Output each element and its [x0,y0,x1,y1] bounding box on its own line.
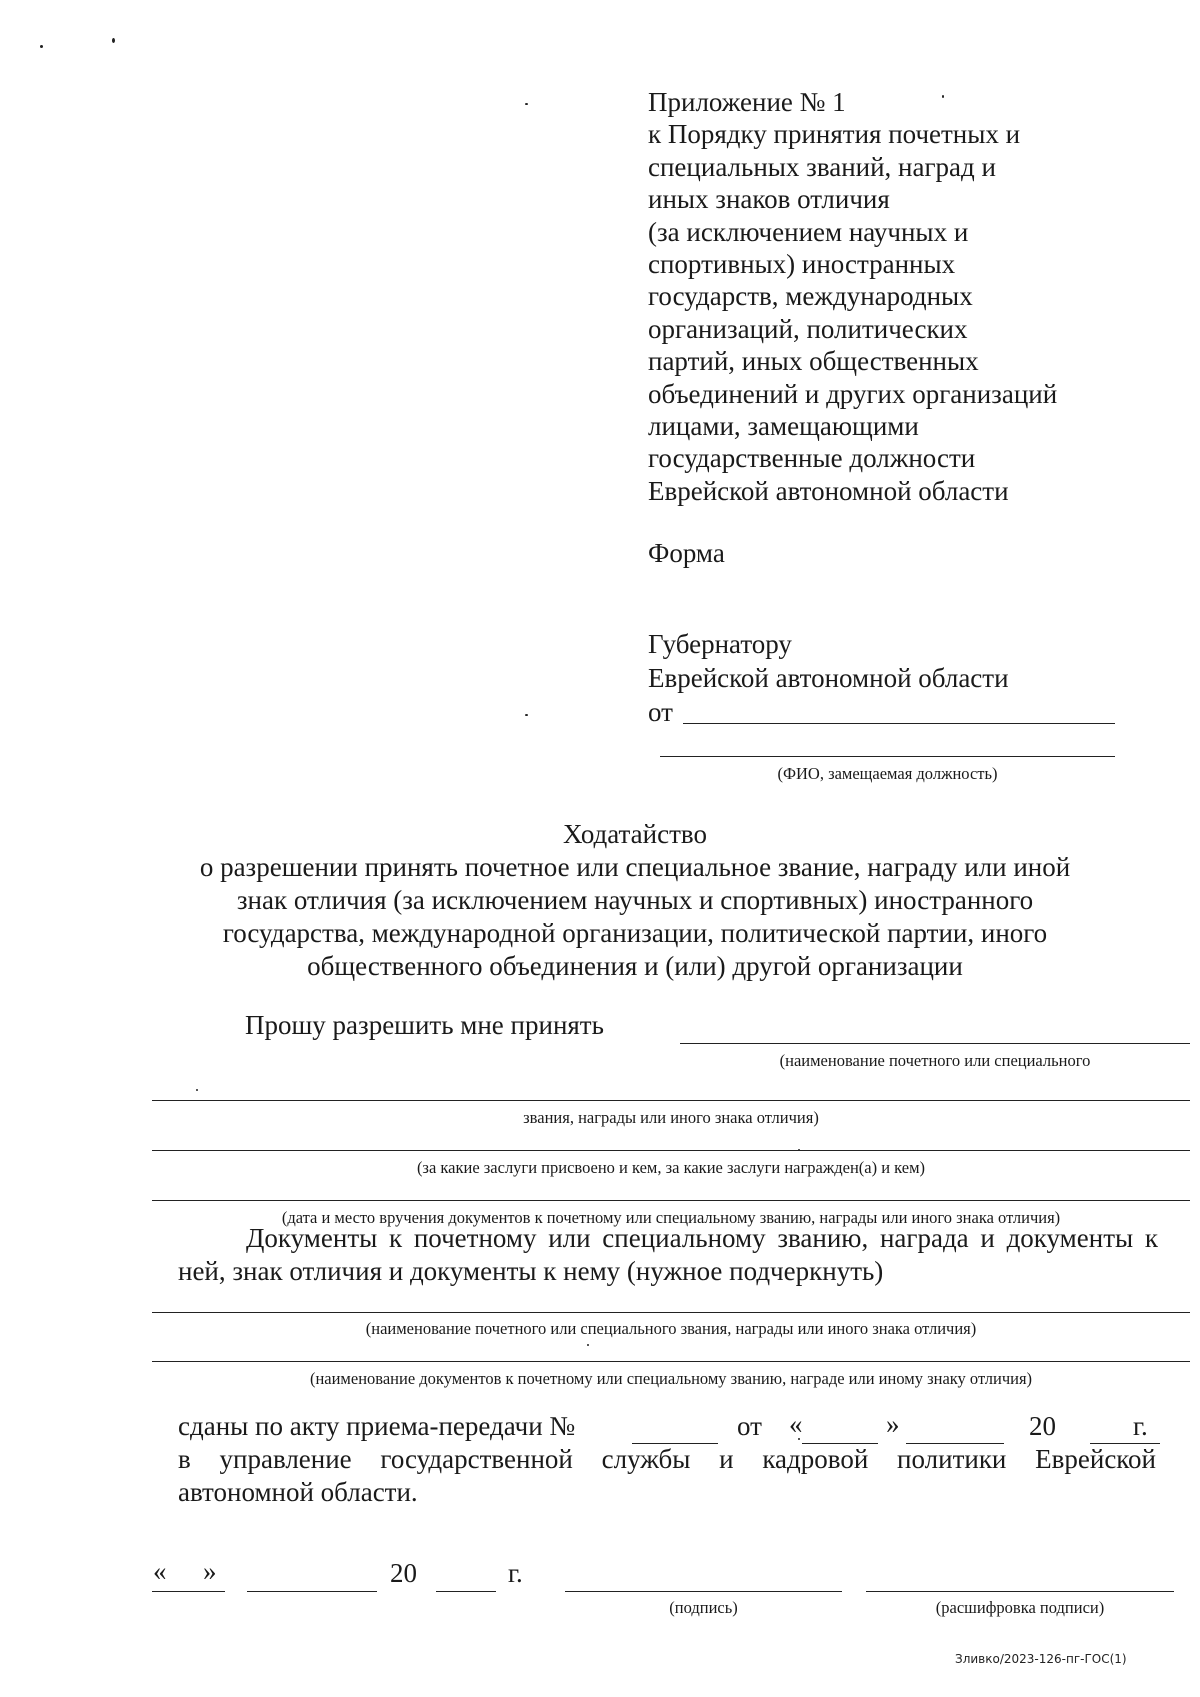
addressee-position-field[interactable] [660,756,1115,757]
signature-year-suffix: г. [508,1558,523,1588]
documents-caption: (наименование почетного или специального звания, награды или иного знака отличия) [365,1319,977,1338]
signature-decode-caption: (расшифровка подписи) [935,1598,1105,1617]
title-line: государства, международной организации, политической партии, иного [222,918,1048,948]
scan-speck [40,45,43,48]
request-caption: (за какие заслуги присвоено и кем, за какие заслуги награжден(а) и кем) [416,1158,926,1177]
appendix-line: (за исключением научных и [648,216,969,247]
signature-caption: (подпись) [669,1598,738,1617]
addressee-caption: (ФИО, замещаемая должность) [777,764,998,783]
signature-month-field[interactable] [247,1591,377,1592]
date-place-field[interactable] [152,1200,1190,1201]
addressee-line: Еврейской автономной области [648,663,1009,693]
appendix-line: организаций, политических [648,313,968,344]
request-caption: звания, награды или иного знака отличия) [523,1108,819,1127]
documents-caption: (наименование документов к почетному или специальному званию, награде или иному знаку отличия) [309,1369,1033,1388]
handover-quote-open: « [789,1409,803,1439]
appendix-line: иных знаков отличия [648,184,890,215]
scan-speck [112,38,115,43]
merits-field[interactable] [152,1150,1190,1151]
signature-day-field[interactable] [152,1591,225,1592]
title-heading: Ходатайство [563,819,707,849]
addressee-line: Губернатору [648,629,792,659]
addressee-block [648,627,1009,729]
request-caption: (дата и место вручения документов к почетному или специальному званию, награды или иного знака отличия) [281,1208,1061,1227]
appendix-line: Приложение № 1 [648,87,846,117]
form-label: Форма [648,538,725,568]
document-title [150,818,1120,983]
handover-prefix: сданы по акту приема-передачи № [178,1411,576,1441]
handover-from-label: от [737,1411,762,1441]
request-caption: (наименование почетного или специального [779,1051,1091,1070]
footer-code: Зливко/2023-126-пг-ГОС(1) [955,1652,1127,1666]
signature-year-prefix: 20 [390,1558,417,1588]
appendix-line: к Порядку принятия почетных и [648,119,1021,150]
award-title-field[interactable] [152,1312,1190,1313]
title-line: знак отличия (за исключением научных и спортивных) иностранного [236,885,1034,915]
appendix-line: объединений и других организаций [648,378,1058,409]
signature-field[interactable] [565,1591,842,1592]
scan-speck [525,103,528,105]
appendix-line: государственные должности [648,443,976,474]
request-text: Прошу разрешить мне принять [245,1010,604,1040]
appendix-line: лицами, замещающими [648,411,919,442]
signature-decode-field[interactable] [866,1591,1174,1592]
title-line: общественного объединения и (или) другой организации [307,951,963,981]
addressee-from-field[interactable] [683,723,1115,724]
documents-name-field[interactable] [152,1361,1190,1362]
appendix-line: государств, международных [648,281,973,312]
appendix-line: специальных званий, наград и [648,151,996,182]
scan-speck [525,714,528,716]
handover-line: в управление государственной службы и кадровой политики Еврейской [178,1444,1156,1474]
award-name-field[interactable] [680,1043,1190,1044]
signature-quote-close: » [203,1556,217,1586]
scan-speck [587,1344,589,1346]
award-name-continued-field[interactable] [152,1100,1190,1101]
appendix-line: партий, иных общественных [648,346,979,377]
appendix-line: спортивных) иностранных [648,249,956,280]
handover-year-prefix: 20 [1029,1411,1056,1441]
title-line: о разрешении принять почетное или специальное звание, награду или иной [199,852,1071,882]
handover-year-suffix: г. [1133,1411,1148,1441]
documents-line: ней, знак отличия и документы к нему (нужное подчеркнуть) [178,1256,884,1286]
documents-paragraph [178,1222,1158,1288]
handover-quote-close: » [886,1409,900,1439]
signature-year-field[interactable] [436,1591,496,1592]
appendix-block [648,86,1118,507]
handover-line: автономной области. [178,1477,418,1507]
signature-quote-open: « [153,1556,167,1586]
addressee-from-label: от [648,697,673,727]
scan-speck [196,1089,198,1091]
appendix-line: Еврейской автономной области [648,475,1009,506]
documents-line: Документы к почетному или специальному званию, награда и документы к [246,1223,1158,1253]
